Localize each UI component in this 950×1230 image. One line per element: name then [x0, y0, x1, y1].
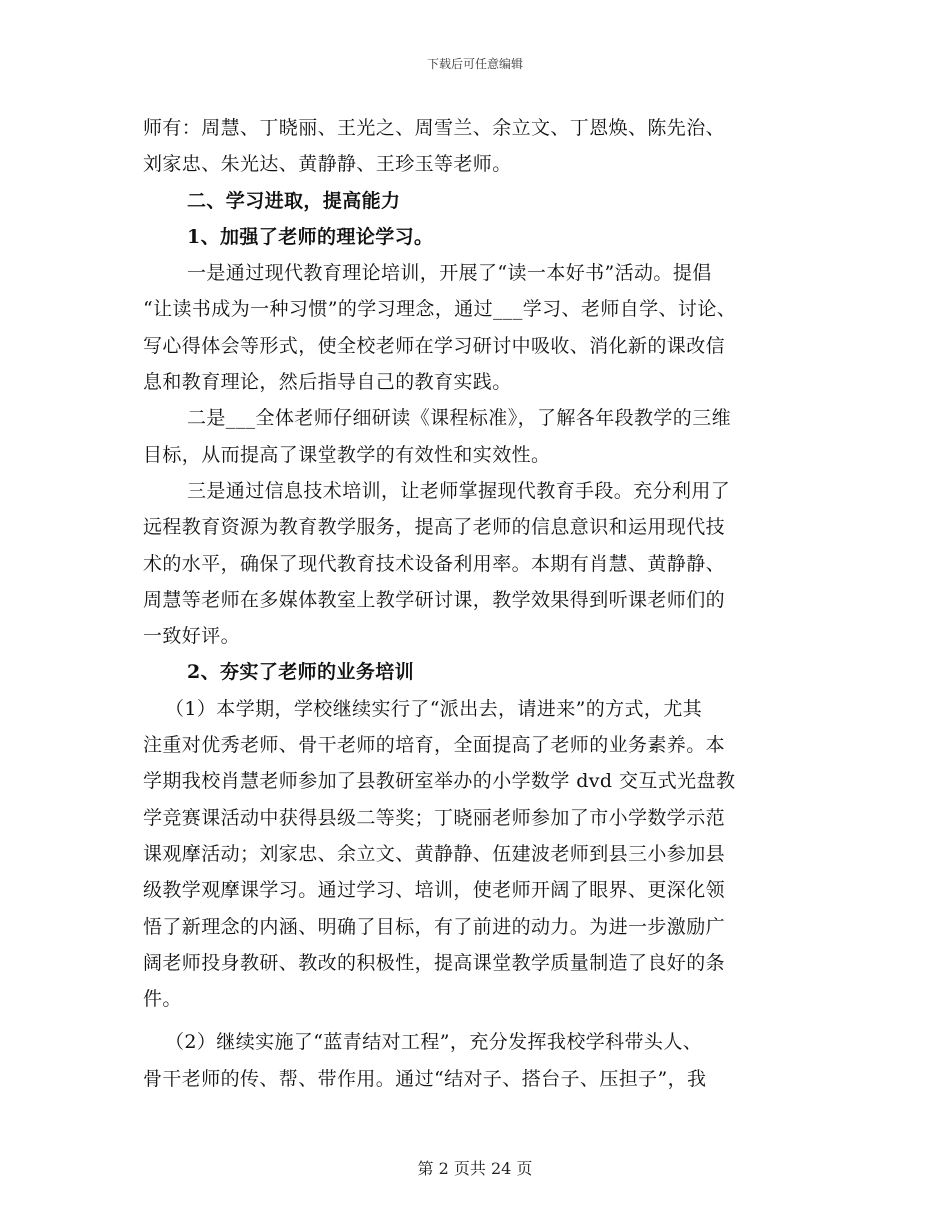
text-line: 注重对优秀老师、骨干老师的培育，全面提高了老师的业务素养。本: [143, 734, 726, 757]
text-line: 骨干老师的传、帮、带作用。通过“结对子、搭台子、压担子”，我: [143, 1067, 707, 1090]
text-line: 学竞赛课活动中获得县级二等奖；丁晓丽老师参加了市小学数学示范: [143, 806, 726, 829]
text-line: （1）本学期，学校继续实行了“派出去，请进来”的方式，尤其: [165, 697, 703, 720]
text-line: 悟了新理念的内涵、明确了目标，有了前进的动力。为进一步激励广: [143, 915, 726, 938]
text-line: 一是通过现代教育理论培训，开展了“读一本好书”活动。提倡: [187, 262, 712, 285]
text-line: 二是___全体老师仔细研读《课程标准》，了解各年段教学的三维: [187, 407, 732, 430]
subsection-heading: 2、夯实了老师的业务培训: [187, 661, 415, 684]
text-line: “让读书成为一种习惯”的学习理念，通过___学习、老师自学、讨论、: [143, 298, 737, 321]
text-line: 远程教育资源为教育教学服务，提高了老师的信息意识和运用现代技: [143, 516, 726, 539]
text-line: 刘家忠、朱光达、黄静静、王珍玉等老师。: [143, 153, 512, 176]
text-line: 三是通过信息技术培训，让老师掌握现代教育手段。充分利用了: [187, 479, 731, 502]
text-line: 周慧等老师在多媒体教室上教学研讨课，教学效果得到听课老师们的: [143, 588, 726, 611]
text-line: 一致好评。: [143, 625, 241, 648]
text-line: （2）继续实施了“蓝青结对工程”，充分发挥我校学科带头人、: [165, 1031, 703, 1054]
page-header: 下载后可任意编辑: [426, 57, 523, 71]
text-line: 写心得体会等形式，使全校老师在学习研讨中吸收、消化新的课改信: [143, 334, 726, 357]
text-line: 息和教育理论，然后指导自己的教育实践。: [143, 371, 512, 394]
section-heading: 二、学习进取，提高能力: [187, 189, 401, 212]
text-line: 阔老师投身教研、教改的积极性，提高课堂教学质量制造了良好的条: [143, 951, 726, 974]
document-body: [143, 110, 823, 1097]
text-line: 目标，从而提高了课堂教学的有效性和实效性。: [143, 443, 551, 466]
text-line: 课观摩活动；刘家忠、余立文、黄静静、伍建波老师到县三小参加县: [143, 842, 726, 865]
text-line: 件。: [143, 988, 182, 1011]
subsection-heading: 1、加强了老师的理论学习。: [187, 225, 434, 248]
text-line: 术的水平，确保了现代教育技术设备利用率。本期有肖慧、黄静静、: [143, 552, 726, 575]
text-line: 级教学观摩课学习。通过学习、培训，使老师开阔了眼界、更深化领: [143, 879, 726, 902]
text-line: 师有：周慧、丁晓丽、王光之、周雪兰、余立文、丁恩焕、陈先治、: [143, 117, 726, 139]
text-line: 学期我校肖慧老师参加了县教研室举办的小学数学 dvd 交互式光盘教: [143, 770, 736, 793]
page-footer: 第 2 页共 24 页: [417, 1159, 533, 1178]
